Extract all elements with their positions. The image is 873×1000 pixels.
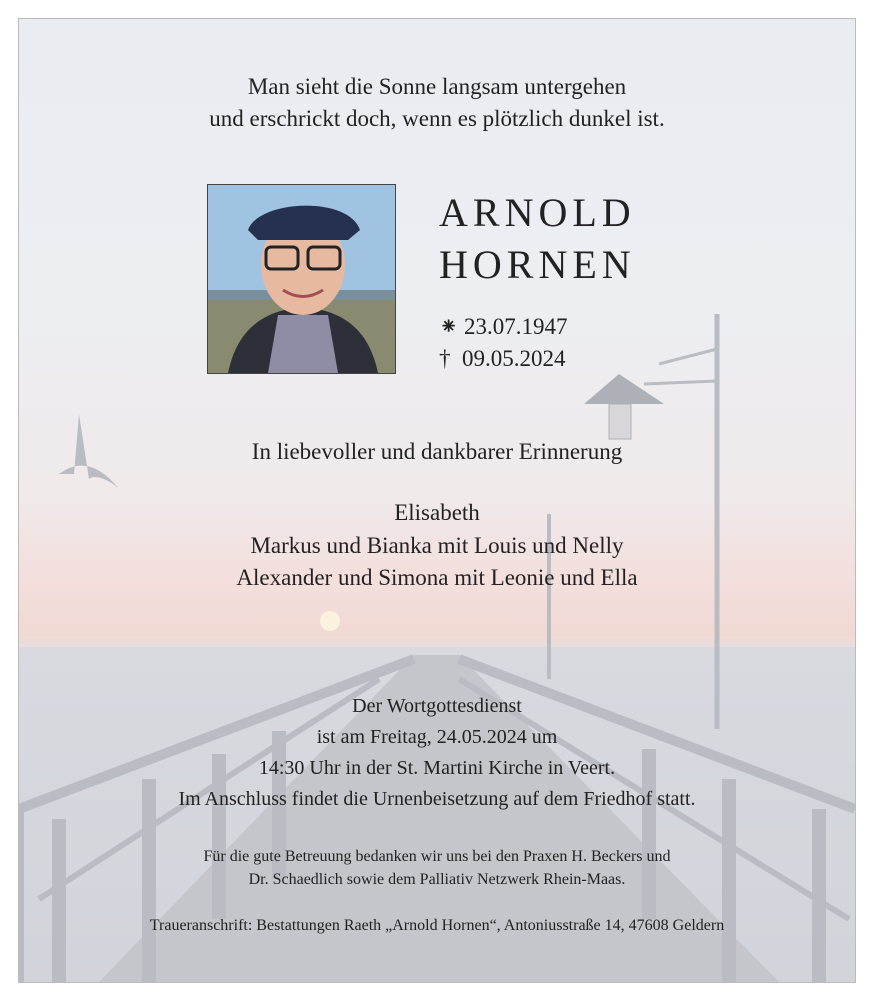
service-line: Im Anschluss findet die Urnenbeisetzung auf dem Friedhof statt.: [178, 788, 696, 810]
memorial-line: In liebevoller und dankbarer Erinnerung: [251, 439, 623, 464]
birth-date: 23.07.1947: [464, 314, 568, 339]
service-line: Der Wortgottesdienst: [352, 695, 522, 717]
mourning-address: Traueranschrift: Bestattungen Raeth „Arnold Hornen“, Antoniusstraße 14, 47608 Geldern: [149, 917, 725, 934]
service-info: [19, 691, 855, 815]
death-date: 09.05.2024: [462, 346, 566, 371]
obituary-card: [18, 18, 856, 983]
life-dates: [439, 311, 568, 375]
thanks-line: Für die gute Betreuung bedanken wir uns bei den Praxen H. Beckers und: [203, 848, 671, 865]
first-name: ARNOLD: [439, 190, 636, 235]
thanks-line: Dr. Schaedlich sowie dem Palliativ Netzwerk Rhein-Maas.: [248, 871, 626, 888]
service-line: 14:30 Uhr in der St. Martini Kirche in Veert.: [258, 757, 616, 779]
birth-star-icon: ⁕: [439, 314, 459, 339]
deceased-name: [439, 187, 636, 291]
service-line: ist am Freitag, 24.05.2024 um: [316, 726, 558, 748]
death-cross-icon: †: [439, 346, 451, 371]
quote-line: Man sieht die Sonne langsam untergehen: [247, 74, 627, 99]
family-member: Alexander und Simona mit Leonie und Ella: [236, 565, 638, 590]
family-member: Markus und Bianka mit Louis und Nelly: [250, 532, 624, 558]
family-member: Elisabeth: [394, 500, 480, 525]
portrait-photo: [207, 184, 396, 374]
quote-line: und erschrickt doch, wenn es plötzlich dunkel ist.: [209, 106, 665, 131]
last-name: HORNEN: [439, 242, 636, 287]
quote: [19, 71, 855, 135]
thanks-note: [19, 845, 855, 891]
family-list: [19, 497, 855, 595]
